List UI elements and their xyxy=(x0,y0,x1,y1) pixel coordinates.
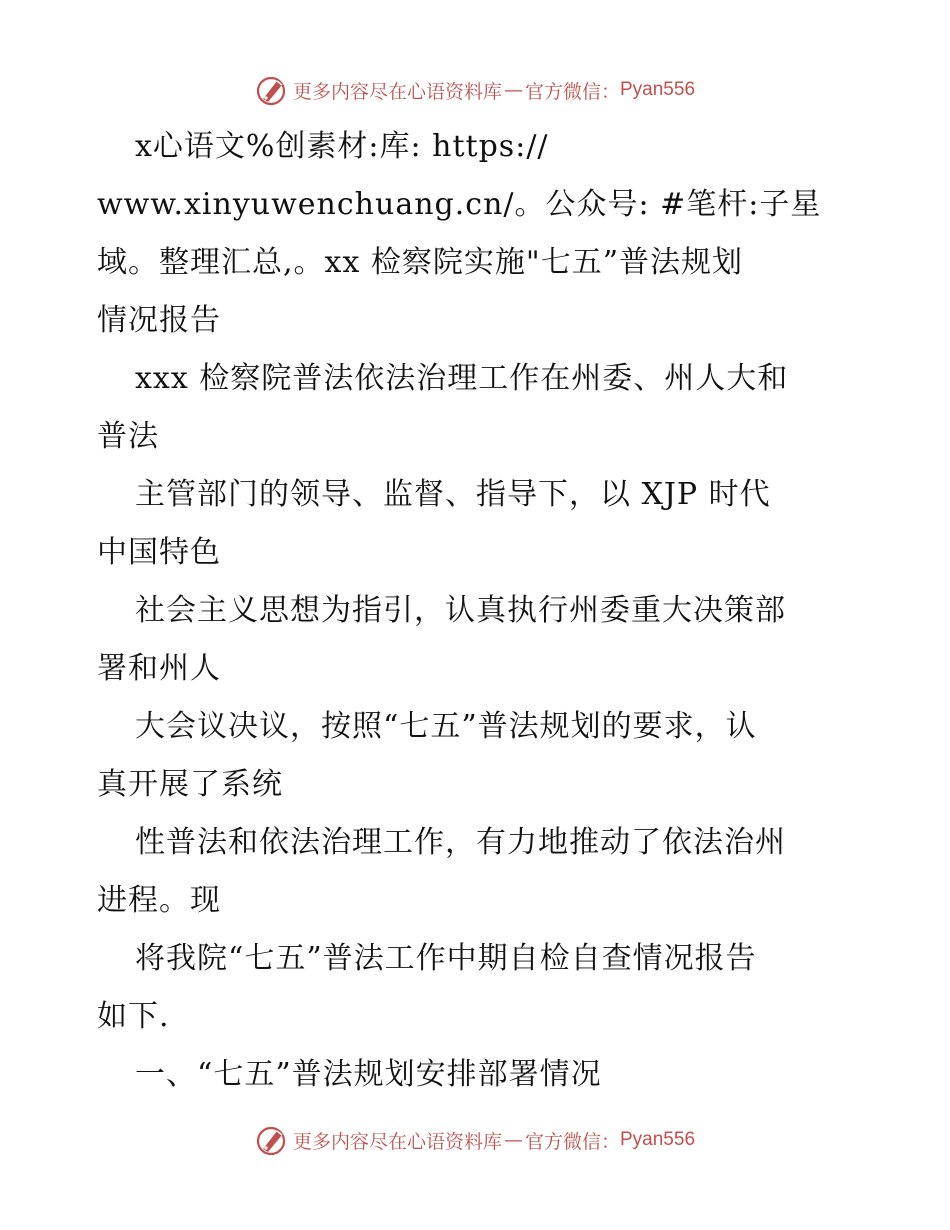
header-watermark xyxy=(0,70,950,110)
watermark-wechat-id: Pyan556 xyxy=(620,1129,696,1150)
body-line: xxx 检察院普法依法治理工作在州委、州人大和 xyxy=(135,361,789,396)
watermark-wechat-label: 官方微信： xyxy=(524,80,620,103)
body-line: 性普法和依法治理工作，有力地推动了依法治州 xyxy=(135,825,786,860)
body-line: 社会主义思想为指引，认真执行州委重大决策部 xyxy=(135,593,786,628)
body-line: 大会议决议，按照“七五”普法规划的要求，认 xyxy=(135,709,757,744)
watermark-main-text: 更多内容尽在心语资料库 xyxy=(292,1130,502,1153)
body-line: 如下. xyxy=(97,999,170,1034)
body-line: 真开展了系统 xyxy=(97,767,283,802)
body-line: 普法 xyxy=(97,419,159,454)
watermark-wechat-label: 官方微信： xyxy=(524,1130,620,1153)
document-body xyxy=(97,118,877,1104)
body-line: 主管部门的领导、监督、指导下，以 XJP 时代 xyxy=(135,477,771,512)
body-line: x心语文%创素材:库: https:// xyxy=(135,129,549,164)
watermark-main-text: 更多内容尽在心语资料库 xyxy=(292,80,502,103)
body-line: 域。整理汇总,。xx 检察院实施"七五”普法规划 xyxy=(97,245,744,280)
body-line: www.xinyuwenchuang.cn/。公众号: #笔杆:子星 xyxy=(97,187,822,222)
body-line: 将我院“七五”普法工作中期自检自查情况报告 xyxy=(135,941,757,976)
document-title-line: 情况报告 xyxy=(97,303,221,338)
pen-circle-logo-icon xyxy=(255,73,289,107)
watermark-separator: — xyxy=(503,1129,523,1151)
body-line: 署和州人 xyxy=(97,651,221,686)
watermark-wechat-id: Pyan556 xyxy=(620,79,696,100)
body-line: 中国特色 xyxy=(97,535,221,570)
pen-circle-logo-icon xyxy=(255,1123,289,1157)
section-heading: 一、“七五”普法规划安排部署情况 xyxy=(135,1057,602,1092)
watermark-separator: — xyxy=(503,79,523,101)
footer-watermark xyxy=(0,1120,950,1160)
body-line: 进程。现 xyxy=(97,883,221,918)
